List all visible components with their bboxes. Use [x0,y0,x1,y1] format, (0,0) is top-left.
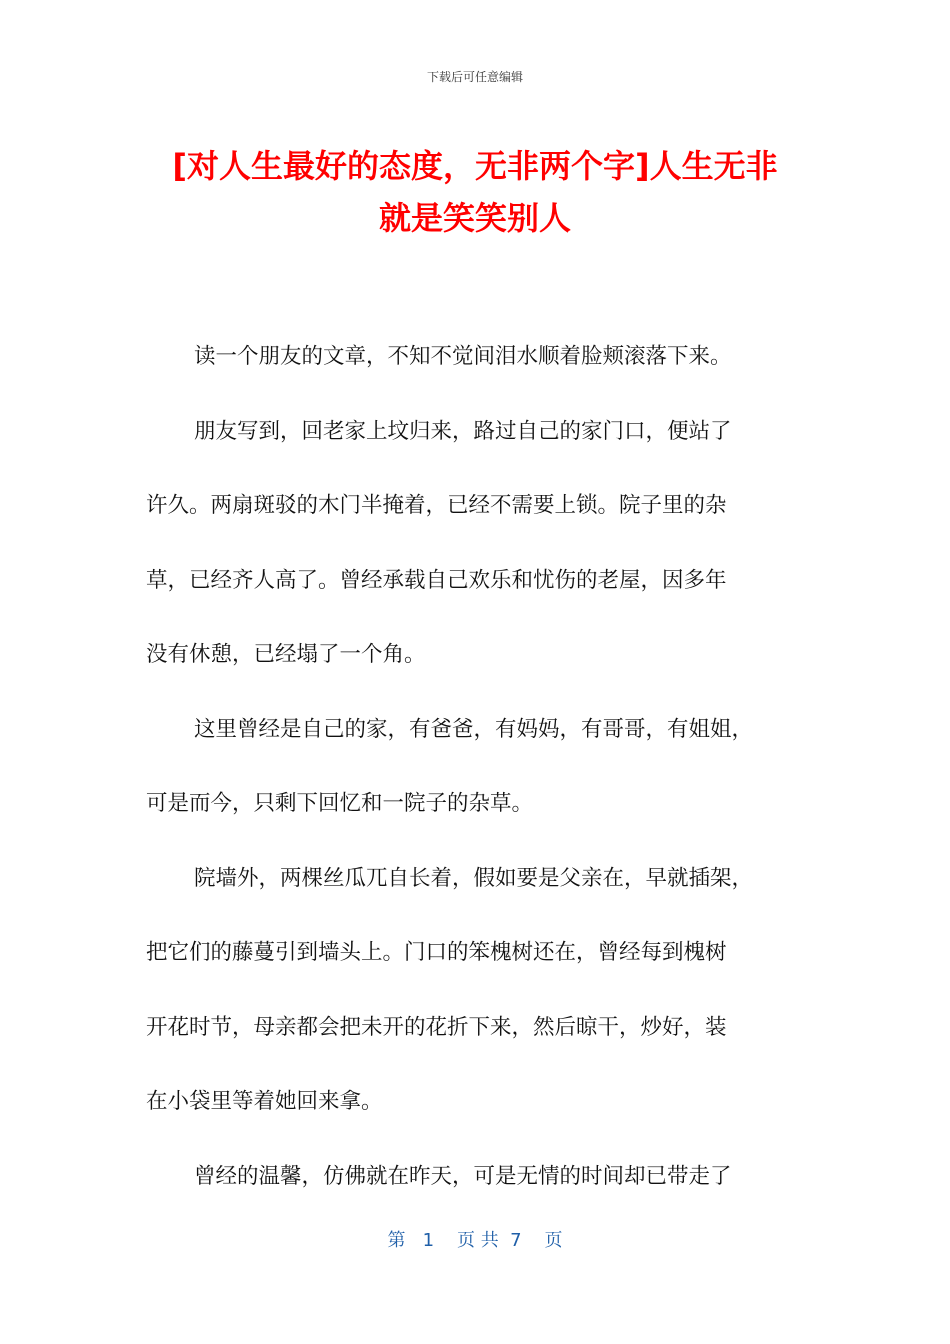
body-line: 把它们的藤蔓引到墙头上。门口的笨槐树还在，曾经每到槐树 [146,940,727,965]
body-line: 院墙外，两棵丝瓜兀自长着，假如要是父亲在，早就插架， [194,865,754,891]
body-line: 朋友写到，回老家上坟归来，路过自己的家门口，便站了 [194,418,732,444]
title-line-1: [对人生最好的态度，无非两个字]人生无非 [172,147,778,185]
header-note: 下载后可任意编辑 [426,70,523,84]
body-line: 许久。两扇斑驳的木门半掩着，已经不需要上锁。院子里的杂 [146,493,727,518]
body-line: 没有休憩，已经塌了一个角。 [146,642,426,667]
body-line: 这里曾经是自己的家，有爸爸，有妈妈，有哥哥，有姐姐， [194,716,754,742]
body-line: 开花时节，母亲都会把未开的花折下来，然后晾干，炒好，装 [146,1014,727,1040]
body-line: 可是而今，只剩下回忆和一院子的杂草。 [146,791,534,816]
title-line-2: 就是笑笑别人 [378,199,571,237]
body-line: 在小袋里等着她回来拿。 [146,1089,383,1114]
body-line: 草，已经齐人高了。曾经承载自己欢乐和忧伤的老屋，因多年 [146,567,727,593]
body-line: 读一个朋友的文章，不知不觉间泪水顺着脸颊滚落下来。 [194,344,732,369]
page-number-footer: 第 1 页 共 7 页 [387,1230,563,1251]
document-title [130,140,820,244]
body-line: 曾经的温馨，仿佛就在昨天，可是无情的时间却已带走了 [194,1163,732,1189]
article-body [146,320,814,1214]
